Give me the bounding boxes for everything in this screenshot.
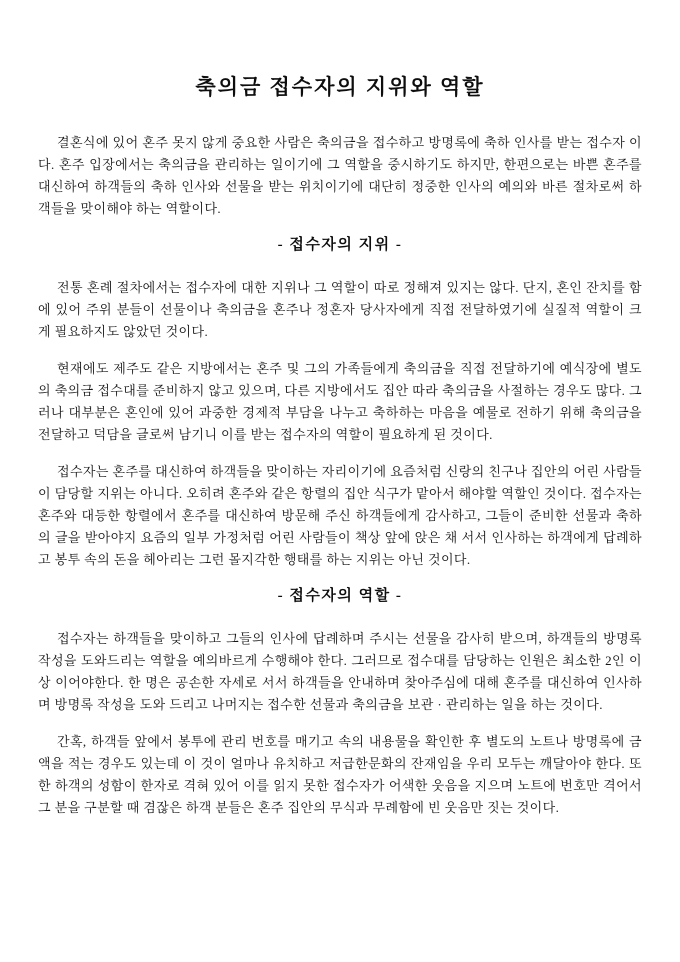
document-title: 축의금 접수자의 지위와 역할 [195, 75, 485, 99]
status-paragraph-2: 현재에도 제주도 같은 지방에서는 혼주 및 그의 가족들에게 축의금을 직접 전달하기에 예식장에 별도의 축의금 접수대를 준비하지 않고 있으며, 다른 지방에서도 집안 따라 축의금을 사절하는 경우도 많다. 그러나 대부분은 혼인에 있어 과중한 경제적 부담을 나누고 축하하는 마음을 예물로 전하기 위해 축의금을 전달하고 덕담을 글로써 남기니 이를 받는 접수자의 역할이 필요하게 된 것이다. [38, 361, 642, 442]
status-paragraph-3: 접수자는 혼주를 대신하여 하객들을 맞이하는 자리이기에 요즘처럼 신랑의 친구나 집안의 어린 사람들이 담당할 지위는 아니다. 오히려 혼주와 같은 항렬의 집안 식구가 맡아서 해야할 역할인 것이다. 접수자는 혼주와 대등한 항렬에서 혼주를 대신하여 방문해 주신 하객들에게 감사하고, 그들이 준비한 선물과 축하의 글을 받아야지 요즘의 일부 가정처럼 어린 사람들이 책상 앞에 앉은 채 서서 인사하는 하객에게 답례하고 봉투 속의 돈을 헤아리는 그런 몰지각한 행태를 하는 지위는 아닌 것이다. [38, 464, 642, 567]
status-paragraph-1: 전통 혼례 절차에서는 접수자에 대한 지위나 그 역할이 따로 정해져 있지는 않다. 단지, 혼인 잔치를 함에 있어 주위 분들이 선물이나 축의금을 혼주나 정혼자 당사자에게 직접 전달하였기에 실질적 역할이 크게 필요하지도 않았던 것이다. [38, 280, 642, 339]
intro-paragraph: 결혼식에 있어 혼주 못지 않게 중요한 사람은 축의금을 접수하고 방명록에 축하 인사를 받는 접수자 이다. 혼주 입장에서는 축의금을 관리하는 일이기에 그 역할을 중시하기도 하지만, 한편으로는 바쁜 혼주를 대신하여 하객들의 축하 인사와 선물을 받는 위치이기에 대단히 정중한 인사의 예의와 바른 절차로써 하객들을 맞이해야 하는 역할이다. [38, 135, 642, 216]
section-heading-status: - 접수자의 지위 - [277, 237, 403, 253]
role-paragraph-1: 접수자는 하객들을 맞이하고 그들의 인사에 답례하며 주시는 선물을 감사히 받으며, 하객들의 방명록 작성을 도와드리는 역할을 예의바르게 수행해야 한다. 그러므로 접수대를 담당하는 인원은 최소한 2인 이상 이어야한다. 한 명은 공손한 자세로 서서 하객들을 안내하며 찾아주심에 대해 혼주를 대신하여 인사하며 방명록 작성을 도와 드리고 나머지는 접수한 선물과 축의금을 보관 · 관리하는 일을 하는 것이다. [38, 631, 642, 712]
section-heading-role: - 접수자의 역할 - [277, 588, 403, 604]
role-paragraph-2: 간혹, 하객들 앞에서 봉투에 관리 번호를 매기고 속의 내용물을 확인한 후 별도의 노트나 방명록에 금액을 적는 경우도 있는데 이 것이 얼마나 유치하고 저급한문화의 잔재임을 우리 모두는 깨달아야 한다. 또한 하객의 성함이 한자로 격혀 있어 이를 읽지 못한 접수자가 어색한 웃음을 지으며 노트에 번호만 격어서 그 분을 구분할 때 겸잖은 하객 분들은 혼주 집안의 무식과 무례함에 빈 웃음만 짓는 것이다. [38, 734, 642, 815]
